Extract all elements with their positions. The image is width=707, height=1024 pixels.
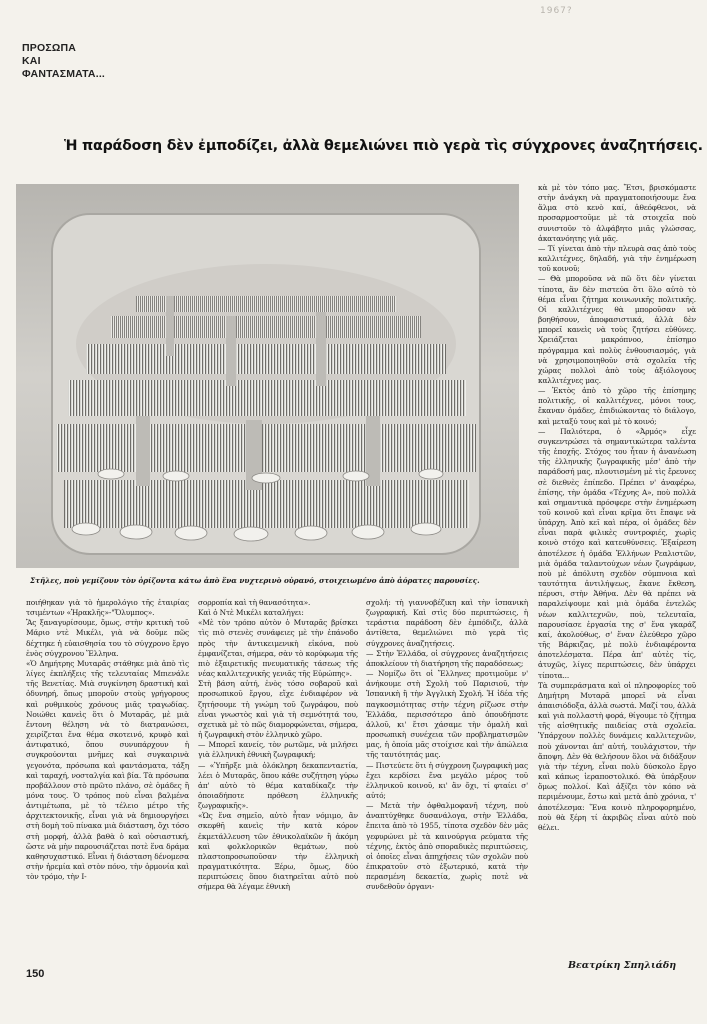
column-rows [56,296,476,528]
rubric-line: ΚΑΙ [22,55,41,67]
column-text: σχολή: τὴ γιαννοβέζικη καὶ τὴν ἱσπανικὴ ζωγραφική. Καὶ στὶς δύο περιπτώσεις, ἡ τεράστια παράδοση δὲν ἐμπόδιζε, ἀλλὰ ἀντίθετα, θεμελιώνει πιὸ γερὰ τὶς σύγχρονες ἀναζητήσεις. — Στὴν Ἑλλάδα, οἱ σύγχρονες ἀναζητήσεις ἀποκλείουν τὴ διατήρηση τῆς παραδόσεως; — Νομίζω ὅτι οἱ Ἕλληνες προτιμοῦμε ν' ἀνήκουμε στὴ Σχολὴ τοῦ Παρισιοῦ, τὴν Ἱσπανικὴ ἢ τὴν Ἀγγλικὴ Σχολή. Ἡ ἰδέα τῆς παγκοσμιότητας στὴν τέχνη ρίζωσε στὴν Ἑλλάδα, περισσότερο ἀπὸ ὁπουδήποτε ἀλλοῦ, κι' ἔτσι χάσαμε τὴν ὁμαλὴ καὶ προσωπικὴ συνέχεια τῶν προβληματισμῶν μας, ἡ ὁποία μᾶς στοίχισε καὶ τὴν ἀπώλεια τῆς ταυτότητάς μας. — Πιστεύετε ὅτι ἡ σύγχρονη ζωγραφικὴ μας ἔχει κερδίσει ἕνα μεγάλο μέρος τοῦ ἑλληνικοῦ κοινοῦ, κι' ἂν ὄχι, τί φταίει σ' αὐτό; — Μετὰ τὴν ὀφθαλμοφανῆ τέχνη, ποὺ ἀναπτύχθηκε δυσανάλογα, στὴν Ἑλλάδα, ἔπειτα ἀπὸ τὸ 1955, τίποτα σχεδὸν δὲν μᾶς γεφυρώνει μὲ τὰ καινούργια ρεύματα τῆς τέχνης, ἐκτὸς ἀπὸ σποραδικὲς περιπτώσεις, οἱ ὁποῖες εἶναι ἀπηχήσεις τῶν σχολῶν ποὺ ἐπικρατοῦν στὸ ἐξωτερικό, κατὰ τὴν περασμένη δεκαετία, χωρὶς ποτὲ νὰ συνδεθοῦν ὀργανι- [366,598,528,892]
column-field-image [16,184,519,568]
artwork-photo [16,184,519,568]
author-signature: Βεατρίκη Σπηλιάδη [568,960,677,971]
page-number: 150 [26,968,45,980]
column-text: σορροπία καὶ τὴ θανασότητα». Καὶ ὁ Ντὲ Μικέλι καταλήγει: «Μὲ τὸν τρόπο αὐτὸν ὁ Μυταρᾶς βρίσκει τὶς πιὸ στενὲς συνάφειες μὲ τὴν ἐπάνοδο πρὸς τὴν ἀντικειμενικὴ εἰκόνα, ποὺ ἐμφανίζεται, σήμερα, σὰν τὸ κορύφωμα τῆς πιὸ ἐξαιρετικῆς πνευματικῆς τάσεως τῆς νέας καλλιτεχνικῆς γενιᾶς τῆς Εὐρώπης». Στὴ βάση αὐτή, ἑνὸς τόσο σοβαροῦ καὶ προσωπικοῦ ἔργου, εἴχε ἐνδιαφέρον νὰ ζητήσουμε τὴ γνώμη τοῦ ζωγράφου, ποὺ εἶναι γνωστὸς καὶ γιὰ τὴ σεμνότητά του, σχετικὰ μὲ τὸ πῶς διαμορφώνεται, σήμερα, ἡ ζωγραφικὴ στὸν ἑλληνικὸ χῶρο. — Μπορεῖ κανείς, τὸν ρωτῶμε, νὰ μιλήσει γιὰ ἑλληνικὴ ἐθνικὴ ζωγραφική; — «Ὑπῆρξε μιὰ ὁλόκληρη δεκαπενταετία, λέει ὁ Μυταρᾶς, ὅπου κάθε συζήτηση γύρω ἀπ' αὐτὸ τὸ θέμα καταδίκαζε τὴν ὁποιαδήποτε πρόθεση ἑλληνικῆς ζωγραφικῆς». «Ὡς ἕνα σημεῖο, αὐτὸ ἦταν νόμιμο, ἂν σκεφθῆ κανεὶς τὴν κατὰ κόρον ἐκμετάλλευση τῶν ἐθνικολαϊκῶν ἢ ἀκόμη καὶ φολκλορικῶν θεμάτων, ποὺ πλαστοπροσωποῦσαν τὴν ἑλληνικὴ πραγματικότητα. Ξέρω, ὅμως, δύο περιπτώσεις ὅπου διατηρεῖται αὐτὸ ποὺ σήμερα θὰ λέγαμε ἐθνικὴ [198,598,358,892]
rubric-line: ΦΑΝΤΑΣΜΑΤΑ... [22,68,106,80]
text-column-1 [26,598,189,968]
column-text: κὰ μὲ τὸν τόπο μας. Ἔτσι, βρισκόμαστε στὴν ἀνάγκη νὰ πραγματοποιήσουμε ἕνα ἅλμα στὸ κενὸ καί, ἀθεόφθενοι, νὰ προσαρμοστοῦμε μὲ τὰ στοιχεῖα ποὺ συνιστοῦν τὸ ἀλφάβητο μιᾶς γλώσσας, ἀκατανόητης γιὰ μᾶς. — Τί γίνεται ἀπὸ τὴν πλευρὰ σας ἀπὸ τοὺς καλλιτέχνες, δηλαδή, γιὰ τὴν ἐνημέρωση τοῦ κοινοῦ; — Θὰ μποροῦσα νὰ πῶ ὅτι δὲν γίνεται τίποτα, ἂν δὲν πιστεύα ὅτι ὅλο αὐτὸ τὸ θέμα εἶναι ζήτημα κοινωνικῆς πολιτικῆς. Οἱ καλλιτέχνες θὰ μποροῦσαν νὰ βοηθήσουν, ἀποφασιστικά, ἀλλὰ δὲν μπορεῖ κανεὶς νὰ τοὺς ζητήσει εὐθύνες. Χρειάζεται μακρόπνοο, ἐπίσημο πρόγραμμα καὶ πολὺς ἐνθουσιασμός, γιὰ νὰ χρησιμοποιηθοῦν στὰ σχολεῖα τῆς χώρας πολλοὶ ἀπὸ τοὺς ἀξιόλογους καλλιτέχνες μας. — Ἐκτὸς ἀπὸ τὸ χῶρο τῆς ἐπίσημης πολιτικῆς, οἱ καλλιτέχνες, μόνοι τους, ἔκαναν ὁμάδες, ἐπιδιώκοντας τὸ διάλογο, καὶ μεταξύ τους καὶ μὲ τὸ κοινό; — Παλιότερα, ὁ «Ἁρμός» εἶχε συγκεντρώσει τὰ σημαντικώτερα ταλέντα τῆς ἐποχῆς. Στόχος του ἦταν ἡ ἀνανέωση τῆς ἑλληνικῆς ζωγραφικῆς μέσ' ἀπὸ τὴν παράδοσή μας, πλουτισμένη μὲ τὶς ἔρευνες σὲ διεθνὲς ἐπίπεδο. Πρέπει ν' ἀναφέρω, ἐπίσης, τὴν ὁμάδα «Τέχνης Α», ποὺ πολλὰ καὶ σημαντικὰ πρόσφερε στὴν ἐνημέρωση τοῦ κοινοῦ καὶ εἶναι κρῖμα ὅτι ἔπαψε νὰ ὑπάρχη. Ἀπὸ κεῖ καὶ πέρα, οἱ ὁμάδες δὲν εἶναι παρὰ φιλικὲς συντροφιές, χωρὶς κοινὸ στόχο καὶ κατευθύνσεις. Ἐξαίρεση ἀποτέλεσε ἡ ὁμάδα Ἑλλήνων Ρεαλιστῶν, μιὰ ὁμάδα ταλαντούχων νέων ζωγράφων, ποὺ μὲ ἀπόλυτη σχεδὸν σύμπνοια καὶ ταυτότητα ἀντιλήψεως, ἔκανε ἔκθεση, πέρυσι, στὴν Ἀθήνα. Δὲν θὰ πρέπει νὰ παραλείψουμε καὶ μιὰ ὁμάδα ἐντελῶς νέων καλλιτεχνῶν, ποὺ, τελευταῖα, παρουσίασε ἐργασία της σ' ἕνα γκαράζ καί, ἀκολούθως, σ' ἕναν ἐλεύθερο χῶρο τῆς Βάρκιζας, μὲ πολὺ ἐνδιαφέροντα ἀποτελέσματα. Πέρα ἀπ' αὐτὲς τίς, ἀτυχῶς, λίγες περιπτώσεις, δὲν ὑπάρχει τίποτα... Τὰ συμπεράσματα καὶ οἱ πληροφορίες τοῦ Δημήτρη Μυταρᾶ μπορεῖ νὰ εἶναι ἀπαισιόδοξα, ἀλλὰ σωστά. Μαζί του, ἀλλὰ καὶ γιὰ πολλαστὴ φορά, θίγουμε τὸ ζήτημα τῆς αἰσθητικῆς παιδείας στὰ σχολεῖα. Ὑπάρχουν πολλὲς δυνάμεις καλλιτεχνῶν, ποὺ χάνονται ἀπ' αὐτή, τουλάχιστον, τὴν ἄποψη. Δὲν θὰ θελήσουν ὅλοι νὰ διδάξουν γιὰ τὴν τέχνη, εἶναι πολὺ δύσκολο ἔργο καὶ κάπως ἱεραποστολικό. Θὰ ὑπάρξουν ὅμως πολλοί. Καὶ ἀξίζει τὸν κόπο νὰ περιμένουμε, ἔστω καὶ μετὰ ἀπὸ χρόνια, τ' ἀποτέλεσμα: Ἕνα κοινὸ πληροφορημένο, ποὺ θὰ ξέρη τί ἀκριβῶς εἶναι αὐτὸ ποὺ θέλει. [538,183,696,832]
article-headline: Ἡ παράδοση δὲν ἐμποδίζει, ἀλλὰ θεμελιώνει πιὸ γερὰ τὶς σύγχρονες ἀναζητήσεις. [64,138,703,154]
text-column-2 [198,598,358,966]
photo-caption: Στῆλες, ποὺ γεμίζουν τὸν ὁρίζοντα κάτω ἀπὸ ἕνα νυχτερινὸ οὐρανό, στοιχειωμένο ἀπὸ ἀόρατες παρουσίες. [30,576,480,585]
rubric-line: ΠΡΟΣΩΠΑ [22,42,77,54]
column-text: ποιήθηκαν γιὰ τὸ ἡμερολόγιο τῆς ἑταιρίας τσιμέντων «Ἡρακλῆς»-"Ὄλυμπος». Ἂς ξαναγυρίσουμε, ὅμως, στὴν κριτικὴ τοῦ Μάριο ντὲ Μικέλι, γιὰ νὰ δοῦμε πῶς δέχτηκε ἡ εὐαισθησία του τὸ σύγχρονο ἔργο ἑνὸς σύγχρονου Ἕλληνα. «Ὁ Δημήτρης Μυταρᾶς στάθηκε μιὰ ἀπὸ τὶς λίγες ἐκπλήξεις τῆς τελευταίας Μπιενάλε τῆς Βενετίας. Μιὰ συγκίνηση δραστικὴ καὶ ὀδυνηρή, ὅπως μποροῦν στοὺς γρήγορους καὶ ρυθμικοὺς χρόνους μιᾶς τραγωδίας. Νοιώθει κανεὶς ὅτι ὁ Μυταρᾶς, μὲ μιὰ ἔντονη θέληση νὰ τὸ διατρανώσει, χειρίζεται ἕνα θέμα σκοτεινό, κρυφὸ καὶ ἀντιφατικό, ὅπου συνυπάρχουν ἡ συγκρούονται μνῆμες καὶ συγκαιρινὰ γεγονότα, πρόσωπα καὶ φαντάσματα, τάξη καὶ ταραχή, νοσταλγία καὶ βία. Τὰ πρόσωπα προβάλλουν στὸ πρῶτο πλάνο, σὲ ὁμάδες ἢ μόνα τους. Ὁ τρόπος ποὺ εἶναι βαλμένα ἀντιμέτωπα, μὲ τὸ τέλειο μέτρο τῆς ἀρχιτεκτονικῆς, εἶναι γιὰ νὰ δημιουργήσει στὴ δομὴ τοῦ πίνακα μιὰ διάσταση, ὄχι τόσο στὴ μορφή, ἀλλὰ βαθὰ ὁ καὶ οὐσιαστική, ὥστε νὰ μὴν παρουσιάζεται ποτὲ ἕνα δράμα καθησυχαστικό. Εἶναι ἡ διάσταση δένομεσα στὴν ἠρεμία καὶ στὸν πόνο, τὴν ὁρμονία καὶ τὸν τρόμο, τὴν Ι- [26,598,189,882]
text-column-3 [366,598,528,966]
section-rubric [22,42,106,81]
pencil-note: 1967? [540,6,573,16]
text-column-4 [538,183,696,955]
